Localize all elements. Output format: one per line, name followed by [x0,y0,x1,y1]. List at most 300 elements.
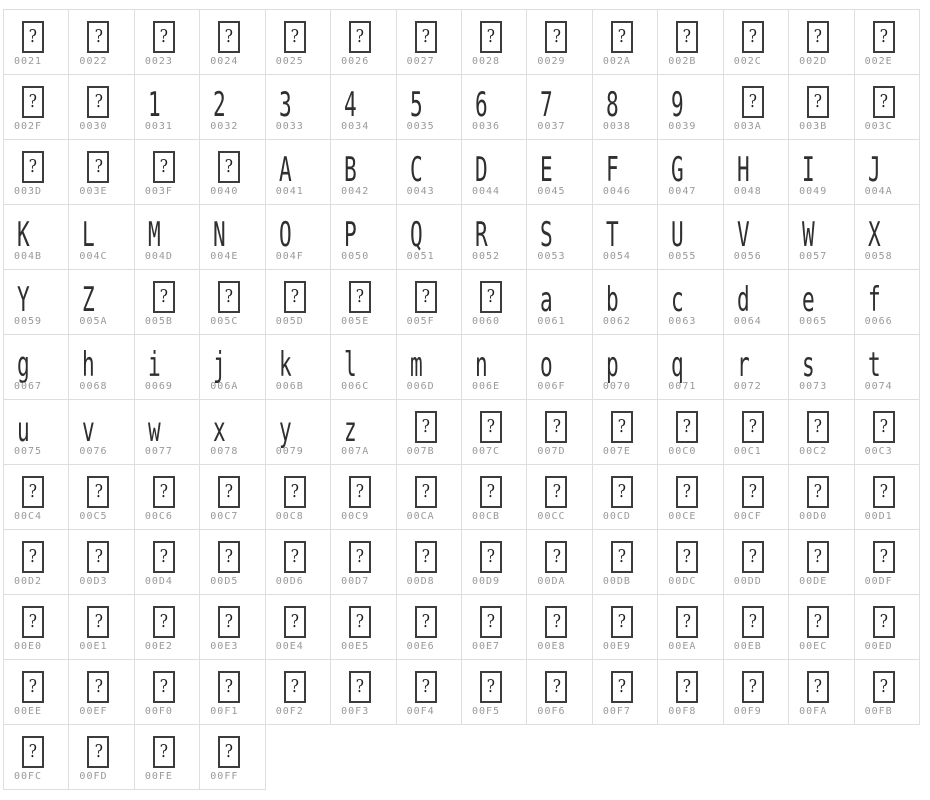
codepoint-label: 0050 [341,251,370,262]
missing-glyph-icon [545,606,567,638]
question-mark-glyph: ? [552,481,561,502]
question-mark-glyph: ? [552,676,561,697]
glyph-cell [855,660,920,725]
codepoint-label: 002C [733,56,762,67]
glyph: l [344,345,357,385]
question-mark-glyph: ? [356,286,365,307]
question-mark-glyph: ? [28,741,38,762]
question-mark-glyph: ? [486,546,496,567]
glyph: b [605,280,619,320]
glyph: N [213,215,226,255]
codepoint-label: 00F5 [472,706,501,717]
codepoint-label: 003B [799,121,828,132]
codepoint-label: 0031 [144,121,173,132]
codepoint-label: 002D [799,56,828,67]
glyph-cell [462,660,527,725]
glyph-cell [397,595,462,660]
glyph: c [671,280,684,320]
codepoint-label: 00F1 [210,706,239,717]
question-mark-glyph: ? [552,26,561,47]
glyph-cell [789,335,854,400]
missing-glyph-icon [349,476,371,508]
glyph-cell [266,140,331,205]
missing-glyph-icon [87,541,109,573]
codepoint-label: 0079 [275,446,304,457]
codepoint-label: 00E4 [275,641,304,652]
codepoint-label: 007A [341,446,370,457]
question-mark-glyph: ? [879,611,888,632]
codepoint-label: 00C4 [14,511,43,522]
missing-glyph-icon [545,541,567,573]
glyph-cell [331,595,396,660]
glyph-cell [527,595,592,660]
question-mark-glyph: ? [94,481,103,502]
missing-glyph-icon [153,21,175,53]
missing-glyph-icon [676,411,698,443]
glyph-cell [462,465,527,530]
glyph-cell [69,140,134,205]
question-mark-glyph: ? [159,26,168,47]
question-mark-glyph: ? [552,611,561,632]
glyph-cell [135,335,200,400]
missing-glyph-icon [218,736,240,768]
codepoint-label: 0025 [275,56,304,67]
codepoint-label: 006D [406,381,435,392]
question-mark-glyph: ? [879,416,888,437]
codepoint-label: 0066 [864,316,893,327]
codepoint-label: 0035 [406,121,435,132]
codepoint-label: 0032 [210,121,239,132]
codepoint-label: 005B [144,316,173,327]
question-mark-glyph: ? [28,91,38,112]
glyph-cell [266,595,331,660]
glyph-cell [200,465,265,530]
glyph-cell [69,10,134,75]
question-mark-glyph: ? [421,676,430,697]
glyph-cell [462,75,527,140]
glyph-cell [135,400,200,465]
glyph-cell [855,75,920,140]
codepoint-label: 002B [668,56,697,67]
missing-glyph-icon [676,476,698,508]
question-mark-glyph: ? [159,676,168,697]
codepoint-label: 00F2 [275,706,304,717]
glyph: Z [82,280,96,320]
question-mark-glyph: ? [748,676,757,697]
glyph-cell [331,530,396,595]
codepoint-label: 00C7 [210,511,239,522]
missing-glyph-icon [480,281,502,313]
codepoint-label: 005E [341,316,370,327]
glyph: v [82,410,96,450]
glyph: 6 [475,85,488,125]
question-mark-glyph: ? [225,286,234,307]
glyph: Y [17,280,30,320]
glyph-cell [200,10,265,75]
missing-glyph-icon [415,281,437,313]
missing-glyph-icon [545,21,567,53]
missing-glyph-icon [87,21,109,53]
glyph: k [278,345,292,385]
missing-glyph-icon [742,21,764,53]
codepoint-label: 00FB [864,706,893,717]
glyph-cell [135,725,200,790]
glyph: g [17,345,30,385]
glyph: C [409,150,423,190]
missing-glyph-icon [349,606,371,638]
question-mark-glyph: ? [421,546,430,567]
codepoint-label: 00C2 [799,446,828,457]
question-mark-glyph: ? [814,546,823,567]
glyph-cell [593,530,658,595]
glyph: h [82,345,96,385]
glyph-cell [266,400,331,465]
missing-glyph-icon [676,671,698,703]
codepoint-label: 0042 [341,186,370,197]
codepoint-label: 00E1 [79,641,108,652]
glyph: O [278,215,292,255]
question-mark-glyph: ? [225,26,234,47]
glyph-cell [789,595,854,660]
question-mark-glyph: ? [159,481,168,502]
glyph-cell [4,270,69,335]
codepoint-label: 006B [275,381,304,392]
codepoint-label: 00FF [210,771,239,782]
question-mark-glyph: ? [814,611,823,632]
codepoint-label: 00C0 [668,446,697,457]
codepoint-label: 004C [79,251,108,262]
missing-glyph-icon [153,606,175,638]
question-mark-glyph: ? [879,676,888,697]
glyph-cell [789,10,854,75]
missing-glyph-icon [349,21,371,53]
glyph-cell [266,270,331,335]
glyph: R [475,215,488,255]
missing-glyph-icon [349,281,371,313]
glyph: K [17,215,30,255]
codepoint-label: 00E9 [602,641,631,652]
question-mark-glyph: ? [486,481,496,502]
codepoint-label: 00E6 [406,641,435,652]
codepoint-label: 0037 [537,121,566,132]
question-mark-glyph: ? [225,676,234,697]
glyph-cell [855,595,920,660]
glyph-cell [135,270,200,335]
codepoint-label: 0034 [341,121,370,132]
codepoint-label: 006E [472,381,501,392]
glyph: w [147,410,161,450]
codepoint-label: 00C6 [144,511,173,522]
missing-glyph-icon [611,671,633,703]
question-mark-glyph: ? [159,611,168,632]
question-mark-glyph: ? [814,416,823,437]
codepoint-label: 0073 [799,381,828,392]
codepoint-label: 00C5 [79,511,108,522]
glyph-cell [331,205,396,270]
codepoint-label: 00D4 [144,576,173,587]
missing-glyph-icon [22,151,44,183]
glyph-cell [135,465,200,530]
glyph-cell [593,140,658,205]
missing-glyph-icon [22,86,44,118]
codepoint-label: 0047 [668,186,697,197]
codepoint-label: 00E2 [144,641,173,652]
glyph: e [802,280,815,320]
glyph-cell [4,335,69,400]
question-mark-glyph: ? [290,286,299,307]
codepoint-label: 0049 [799,186,828,197]
glyph: d [736,280,750,320]
codepoint-label: 0040 [210,186,239,197]
question-mark-glyph: ? [94,611,103,632]
glyph-cell [724,530,789,595]
question-mark-glyph: ? [159,286,168,307]
glyph: f [867,280,881,320]
glyph-cell [266,660,331,725]
character-map-grid [3,9,920,790]
codepoint-label: 0074 [864,381,893,392]
missing-glyph-icon [873,476,895,508]
missing-glyph-icon [807,541,829,573]
glyph-cell [724,75,789,140]
glyph-cell [855,140,920,205]
glyph-cell [462,270,527,335]
glyph-cell [4,725,69,790]
codepoint-label: 005A [79,316,108,327]
missing-glyph-icon [284,671,306,703]
question-mark-glyph: ? [617,481,626,502]
glyph-cell [593,205,658,270]
glyph: r [736,345,750,385]
glyph-cell [855,530,920,595]
glyph-cell [4,75,69,140]
glyph-cell [658,530,723,595]
missing-glyph-icon [218,476,240,508]
missing-glyph-icon [284,21,306,53]
missing-glyph-icon [415,606,437,638]
codepoint-label: 004F [275,251,304,262]
codepoint-label: 00CE [668,511,697,522]
glyph-cell [331,400,396,465]
codepoint-label: 00E8 [537,641,566,652]
missing-glyph-icon [480,671,502,703]
codepoint-label: 003F [144,186,173,197]
codepoint-label: 0024 [210,56,239,67]
question-mark-glyph: ? [683,676,692,697]
codepoint-label: 0055 [668,251,697,262]
missing-glyph-icon [218,606,240,638]
missing-glyph-icon [153,736,175,768]
codepoint-label: 00E3 [210,641,239,652]
glyph-cell [462,400,527,465]
codepoint-label: 0053 [537,251,566,262]
question-mark-glyph: ? [94,676,103,697]
codepoint-label: 0021 [14,56,43,67]
missing-glyph-icon [415,411,437,443]
question-mark-glyph: ? [225,546,234,567]
codepoint-label: 00CD [602,511,631,522]
codepoint-label: 00DE [799,576,828,587]
glyph-cell [4,465,69,530]
glyph: X [867,215,881,255]
glyph: J [867,150,881,190]
glyph-cell [658,335,723,400]
question-mark-glyph: ? [486,611,496,632]
glyph-cell [397,205,462,270]
missing-glyph-icon [284,606,306,638]
glyph: L [82,215,96,255]
glyph-cell [658,75,723,140]
glyph-cell [331,465,396,530]
codepoint-label: 0058 [864,251,893,262]
codepoint-label: 0030 [79,121,108,132]
codepoint-label: 00EE [14,706,43,717]
codepoint-label: 0036 [472,121,501,132]
glyph: q [671,345,684,385]
glyph: x [213,410,226,450]
missing-glyph-icon [218,541,240,573]
codepoint-label: 00F3 [341,706,370,717]
missing-glyph-icon [545,411,567,443]
question-mark-glyph: ? [879,91,888,112]
missing-glyph-icon [284,541,306,573]
question-mark-glyph: ? [486,676,496,697]
glyph-cell [266,75,331,140]
codepoint-label: 00DA [537,576,566,587]
codepoint-label: 0067 [14,381,43,392]
glyph-cell [855,400,920,465]
glyph-cell [527,140,592,205]
glyph: V [736,215,750,255]
codepoint-label: 003C [864,121,893,132]
question-mark-glyph: ? [617,546,626,567]
codepoint-label: 00CC [537,511,566,522]
missing-glyph-icon [545,671,567,703]
glyph-cell [4,595,69,660]
missing-glyph-icon [676,541,698,573]
codepoint-label: 00CB [472,511,501,522]
question-mark-glyph: ? [617,26,626,47]
missing-glyph-icon [415,541,437,573]
question-mark-glyph: ? [552,416,561,437]
missing-glyph-icon [415,671,437,703]
codepoint-label: 0072 [733,381,762,392]
glyph: 7 [540,85,554,125]
question-mark-glyph: ? [421,611,430,632]
missing-glyph-icon [873,606,895,638]
glyph-cell [200,205,265,270]
glyph: H [736,150,750,190]
missing-glyph-icon [873,411,895,443]
missing-glyph-icon [87,671,109,703]
codepoint-label: 0045 [537,186,566,197]
question-mark-glyph: ? [552,546,561,567]
question-mark-glyph: ? [683,611,692,632]
glyph: 9 [671,85,684,125]
codepoint-label: 00D9 [472,576,501,587]
codepoint-label: 00D0 [799,511,828,522]
codepoint-label: 003E [79,186,108,197]
glyph-cell [724,140,789,205]
question-mark-glyph: ? [486,26,496,47]
codepoint-label: 002A [602,56,631,67]
glyph-cell [658,465,723,530]
glyph-cell [462,205,527,270]
question-mark-glyph: ? [356,611,365,632]
missing-glyph-icon [22,476,44,508]
glyph-cell [527,465,592,530]
glyph-cell [789,75,854,140]
codepoint-label: 0057 [799,251,828,262]
glyph-cell [69,400,134,465]
glyph-cell [200,335,265,400]
question-mark-glyph: ? [683,416,692,437]
codepoint-label: 004A [864,186,893,197]
missing-glyph-icon [742,671,764,703]
glyph-cell [135,595,200,660]
question-mark-glyph: ? [290,481,299,502]
codepoint-label: 0046 [602,186,631,197]
codepoint-label: 002E [864,56,893,67]
codepoint-label: 0063 [668,316,697,327]
glyph-cell [69,75,134,140]
question-mark-glyph: ? [748,611,757,632]
codepoint-label: 00D6 [275,576,304,587]
missing-glyph-icon [807,671,829,703]
glyph-cell [135,530,200,595]
glyph: 2 [213,85,226,125]
missing-glyph-icon [611,476,633,508]
glyph-cell [331,335,396,400]
codepoint-label: 0052 [472,251,501,262]
codepoint-label: 0068 [79,381,108,392]
codepoint-label: 00D2 [14,576,43,587]
glyph: m [409,345,423,385]
codepoint-label: 0038 [602,121,631,132]
question-mark-glyph: ? [290,26,299,47]
missing-glyph-icon [153,476,175,508]
glyph-cell [4,205,69,270]
question-mark-glyph: ? [421,286,430,307]
missing-glyph-icon [153,151,175,183]
codepoint-label: 0060 [472,316,501,327]
codepoint-label: 00D5 [210,576,239,587]
glyph-cell [69,725,134,790]
glyph-cell [135,140,200,205]
glyph: S [540,215,554,255]
glyph-cell [69,335,134,400]
missing-glyph-icon [611,21,633,53]
codepoint-label: 0048 [733,186,762,197]
question-mark-glyph: ? [28,26,38,47]
glyph-cell [69,205,134,270]
codepoint-label: 0022 [79,56,108,67]
codepoint-label: 00ED [864,641,893,652]
missing-glyph-icon [153,541,175,573]
codepoint-label: 0061 [537,316,566,327]
missing-glyph-icon [218,21,240,53]
codepoint-label: 00D7 [341,576,370,587]
glyph-cell [789,205,854,270]
codepoint-label: 00D8 [406,576,435,587]
question-mark-glyph: ? [94,741,103,762]
question-mark-glyph: ? [879,481,888,502]
codepoint-label: 00FC [14,771,43,782]
glyph-cell [200,140,265,205]
glyph-cell [266,530,331,595]
missing-glyph-icon [807,476,829,508]
glyph-cell [658,660,723,725]
